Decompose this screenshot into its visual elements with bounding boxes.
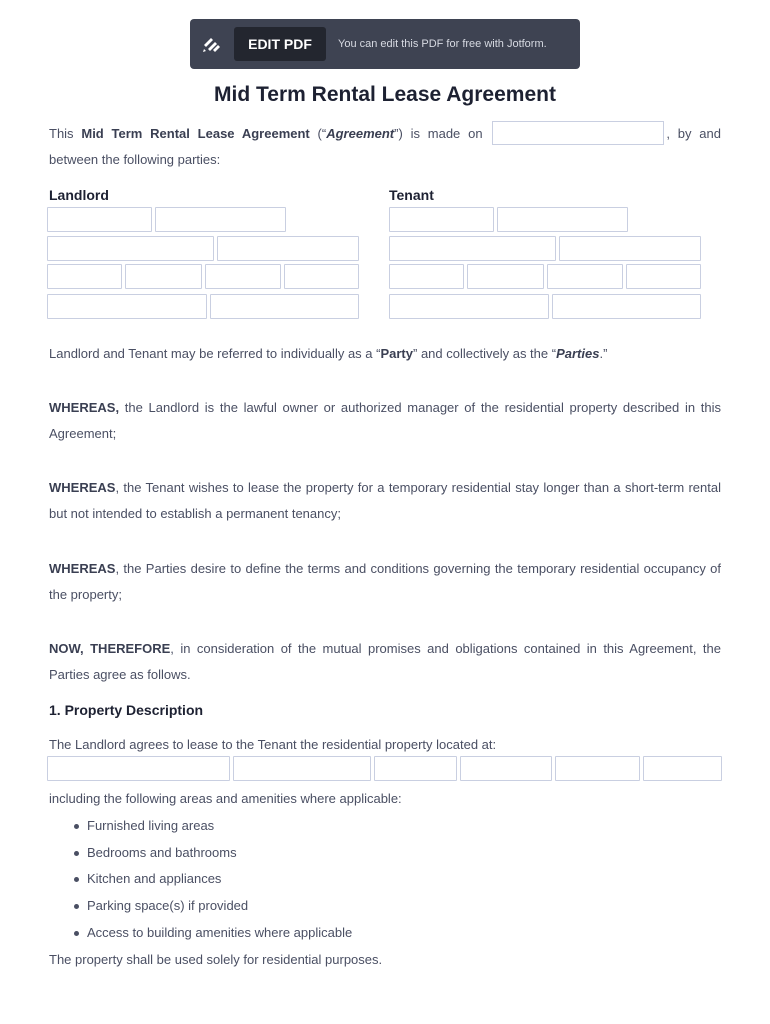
property-country-field[interactable] — [643, 756, 722, 781]
list-item: Parking space(s) if provided — [49, 893, 352, 920]
whereas-clause-1: WHEREAS, the Landlord is the lawful owner or authorized manager of the residential property described in this Agreement; — [49, 400, 721, 441]
agreement-date-field[interactable] — [492, 121, 664, 145]
tenant-zip-field[interactable] — [547, 264, 623, 289]
landlord-country-field[interactable] — [284, 264, 359, 289]
whereas-clause-3: WHEREAS, the Parties desire to define the terms and conditions governing the temporary residential occupancy of the property; — [49, 561, 721, 602]
residential-purpose-text: The property shall be used solely for residential purposes. — [49, 952, 383, 967]
landlord-zip-field[interactable] — [205, 264, 281, 289]
list-item: Access to building amenities where applicable — [49, 920, 352, 947]
list-item: Furnished living areas — [49, 813, 352, 840]
edit-pdf-button[interactable]: EDIT PDF — [234, 27, 326, 61]
intro-paragraph: This Mid Term Rental Lease Agreement (“Agreement”) is made on , by and between the following parties: — [49, 121, 721, 173]
landlord-label: Landlord — [49, 187, 109, 203]
property-city-field[interactable] — [374, 756, 457, 781]
bullet-icon — [74, 851, 79, 856]
bullet-icon — [74, 931, 79, 936]
tenant-street-address-line2-field[interactable] — [559, 236, 701, 261]
tenant-phone-field[interactable] — [389, 294, 549, 319]
section-heading-property-description: 1. Property Description — [49, 702, 204, 718]
property-zip-field[interactable] — [555, 756, 640, 781]
promo-text: You can edit this PDF for free with Jotform. — [338, 38, 547, 50]
property-street-address-field[interactable] — [47, 756, 230, 781]
tenant-city-field[interactable] — [389, 264, 464, 289]
tenant-country-field[interactable] — [626, 264, 701, 289]
bullet-icon — [74, 824, 79, 829]
parties-paragraph: Landlord and Tenant may be referred to individually as a “Party” and collectively as the “Parties.” — [49, 346, 608, 361]
landlord-street-address-line2-field[interactable] — [217, 236, 359, 261]
property-state-field[interactable] — [460, 756, 552, 781]
landlord-city-field[interactable] — [47, 264, 122, 289]
jotform-banner — [190, 19, 580, 69]
now-therefore-clause: NOW, THEREFORE, in consideration of the mutual promises and obligations contained in this Agreement, the Parties agree as follows. — [49, 641, 722, 682]
tenant-street-address-field[interactable] — [389, 236, 556, 261]
lease-text: The Landlord agrees to lease to the Tenant the residential property located at: — [49, 737, 497, 752]
page-title: Mid Term Rental Lease Agreement — [214, 83, 556, 106]
amenities-list — [49, 813, 352, 946]
tenant-label: Tenant — [389, 187, 434, 203]
whereas-clause-2: WHEREAS, the Tenant wishes to lease the property for a temporary residential stay longer than a short-term rental but not intended to establish a permanent tenancy; — [49, 480, 721, 521]
bullet-icon — [74, 877, 79, 882]
landlord-phone-field[interactable] — [47, 294, 207, 319]
landlord-state-field[interactable] — [125, 264, 202, 289]
including-text: including the following areas and amenities where applicable: — [49, 791, 402, 806]
property-street-address-line2-field[interactable] — [233, 756, 371, 781]
landlord-street-address-field[interactable] — [47, 236, 214, 261]
landlord-email-field[interactable] — [210, 294, 359, 319]
landlord-first-name-field[interactable] — [47, 207, 152, 232]
jotform-logo-icon — [200, 32, 224, 56]
bullet-icon — [74, 904, 79, 909]
tenant-state-field[interactable] — [467, 264, 544, 289]
tenant-last-name-field[interactable] — [497, 207, 628, 232]
list-item: Kitchen and appliances — [49, 866, 352, 893]
tenant-first-name-field[interactable] — [389, 207, 494, 232]
landlord-last-name-field[interactable] — [155, 207, 286, 232]
tenant-email-field[interactable] — [552, 294, 701, 319]
list-item: Bedrooms and bathrooms — [49, 840, 352, 867]
